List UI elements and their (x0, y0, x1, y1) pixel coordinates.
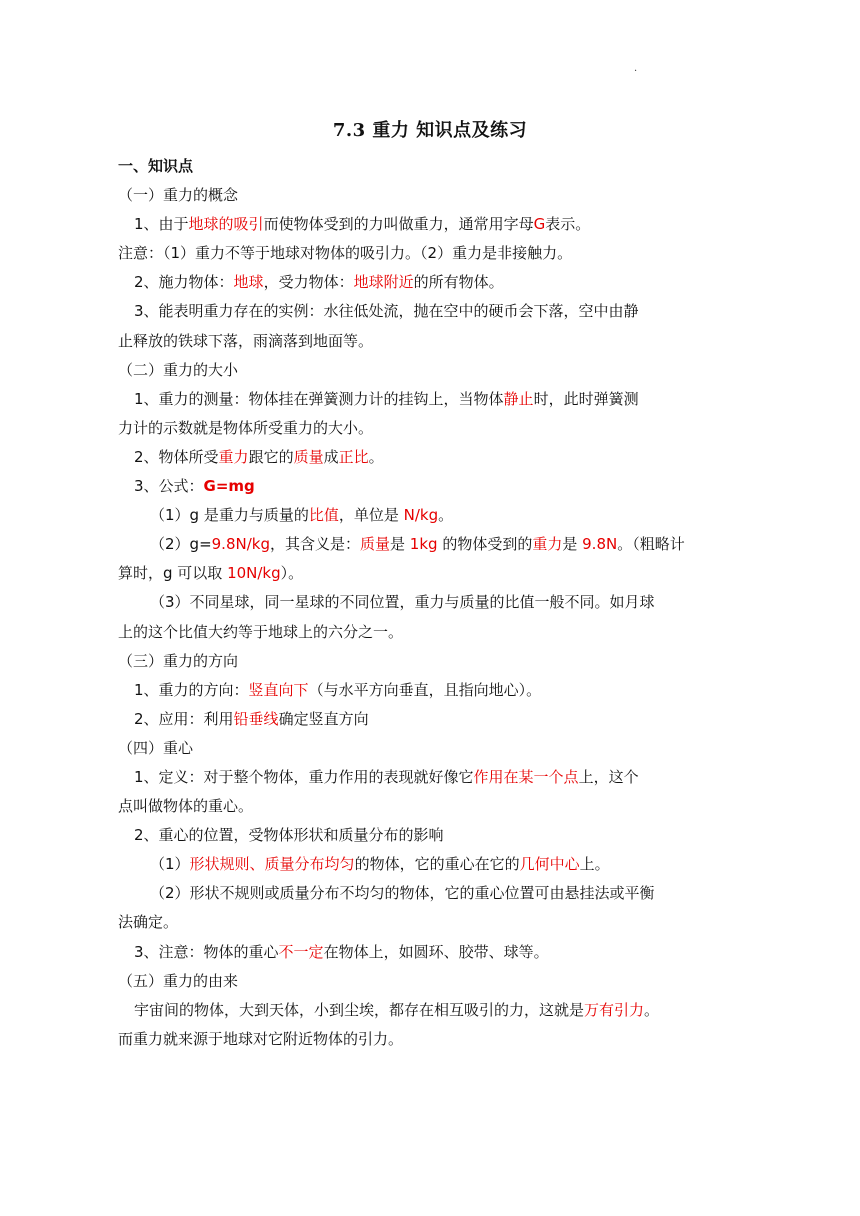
highlighted-term: 地球的吸引 (188, 215, 264, 234)
highlighted-term: 重力 (218, 447, 249, 466)
highlighted-term: 不一定 (278, 942, 324, 961)
page-title: 7.3 重力 知识点及练习 (332, 120, 528, 141)
highlighted-term: G=mg (203, 477, 255, 496)
text-segment: 的所有物体。 (413, 273, 504, 292)
highlighted-term: 几何中心 (519, 855, 580, 874)
text-segment: 止释放的铁球下落，雨滴落到地面等。 (118, 331, 374, 350)
highlighted-term: 静止 (503, 389, 534, 408)
text-segment: 在物体上，如圆环、胶带、球等。 (323, 942, 549, 961)
text-segment: 一、知识点 (118, 157, 194, 175)
text-line (118, 588, 730, 617)
text-segment: （2）g= (150, 535, 212, 554)
text-segment: 上。 (579, 855, 610, 874)
text-line (118, 327, 730, 356)
text-segment: 2、重心的位置，受物体形状和质量分布的影响 (134, 826, 444, 845)
text-line (118, 356, 730, 385)
text-line (118, 996, 730, 1025)
text-segment: 时，此时弹簧测 (533, 389, 639, 408)
text-line (118, 443, 730, 472)
text-line (118, 821, 730, 850)
text-segment: （三）重力的方向 (118, 651, 239, 670)
text-segment: 是 (562, 535, 583, 554)
text-segment: 跟它的 (248, 447, 294, 466)
text-segment: 宇宙间的物体，大到天体，小到尘埃，都存在相互吸引的力，这就是 (134, 1000, 585, 1019)
text-segment: 1、重力的方向： (134, 680, 249, 699)
highlighted-term: 1kg (409, 535, 438, 554)
text-segment: （3）不同星球，同一星球的不同位置，重力与质量的比值一般不同。如月球 (150, 593, 655, 612)
text-line (118, 792, 730, 821)
text-segment: 确定竖直方向 (278, 709, 369, 728)
text-segment: （五）重力的由来 (118, 971, 239, 990)
text-segment: （2）形状不规则或质量分布不均匀的物体，它的重心位置可由悬挂法或平衡 (150, 884, 655, 903)
text-segment: 2、物体所受 (134, 447, 219, 466)
section-heading (118, 152, 730, 181)
text-segment: 1、由于 (134, 215, 189, 234)
text-line (118, 268, 730, 297)
text-segment: 3、注意：物体的重心 (134, 942, 279, 961)
text-segment: 力计的示数就是物体所受重力的大小。 (118, 418, 374, 437)
text-line (118, 210, 730, 239)
text-segment: （一）重力的概念 (118, 186, 239, 205)
text-segment: （四）重心 (118, 738, 194, 757)
text-line (118, 414, 730, 443)
text-segment: 2、应用：利用 (134, 709, 234, 728)
text-line (118, 530, 730, 559)
text-segment: 表示。 (545, 215, 591, 234)
text-line (118, 938, 730, 967)
highlighted-term: 质量 (360, 535, 391, 554)
text-line (118, 734, 730, 763)
text-segment: 的物体，它的重心在它的 (354, 855, 520, 874)
text-segment: 3、公式： (134, 477, 204, 496)
highlighted-term: G (533, 215, 546, 234)
text-segment: 1、定义：对于整个物体，重力作用的表现就好像它 (134, 767, 474, 786)
text-line (118, 501, 730, 530)
highlighted-term: 铅垂线 (233, 709, 279, 728)
text-line (118, 385, 730, 414)
text-segment: 。 (368, 447, 384, 466)
text-segment: 的物体受到的 (437, 535, 533, 554)
text-segment: 成 (323, 447, 339, 466)
highlighted-term: 地球 (233, 273, 264, 292)
text-line (118, 618, 730, 647)
text-segment: 。 (644, 1000, 660, 1019)
text-segment: 2、施力物体： (134, 273, 234, 292)
highlighted-term: 形状规则、质量分布均匀 (189, 855, 355, 874)
text-line (118, 908, 730, 937)
text-segment: ）。 (280, 564, 304, 583)
text-line (118, 763, 730, 792)
text-line (118, 676, 730, 705)
highlighted-term: 比值 (308, 506, 339, 525)
text-line (118, 559, 730, 588)
text-line (118, 239, 730, 268)
highlighted-term: 竖直向下 (248, 680, 309, 699)
text-segment: （与水平方向垂直，且指向地心）。 (308, 680, 542, 699)
text-segment: 而使物体受到的力叫做重力，通常用字母 (263, 215, 534, 234)
text-segment: 上，这个 (578, 767, 639, 786)
text-line (118, 181, 730, 210)
text-line (118, 705, 730, 734)
highlighted-term: 9.8N/kg (211, 535, 270, 554)
text-line (118, 850, 730, 879)
text-segment: 是 (390, 535, 410, 554)
text-segment: 3、能表明重力存在的实例：水往低处流，抛在空中的硬币会下落，空中由静 (134, 302, 639, 321)
highlighted-term: 万有引力 (584, 1000, 645, 1019)
text-line (118, 297, 730, 326)
highlighted-term: 正比 (338, 447, 369, 466)
highlighted-term: 作用在某一个点 (473, 767, 579, 786)
text-segment: 。 (438, 506, 454, 525)
text-line (118, 647, 730, 676)
text-segment: ，其含义是： (269, 535, 360, 554)
text-line (118, 472, 730, 501)
highlighted-term: 质量 (293, 447, 324, 466)
text-segment: （1）g 是重力与质量的 (150, 506, 309, 525)
text-line (118, 967, 730, 996)
text-segment: 点叫做物体的重心。 (118, 797, 254, 816)
highlighted-term: 9.8N (582, 535, 618, 554)
text-segment: （二）重力的大小 (118, 360, 239, 379)
text-segment: 法确定。 (118, 913, 179, 932)
text-segment: （1） (150, 855, 190, 874)
highlighted-term: 重力 (532, 535, 563, 554)
text-segment: 上的这个比值大约等于地球上的六分之一。 (118, 622, 404, 641)
text-segment: 注意：（1）重力不等于地球对物体的吸引力。（2）重力是非接触力。 (118, 244, 573, 263)
text-segment: 算时，g 可以取 (118, 564, 228, 583)
corner-mark: · (634, 66, 638, 77)
text-segment: 。（粗略计 (617, 535, 685, 554)
highlighted-term: 地球附近 (353, 273, 414, 292)
text-segment: ，单位是 (338, 506, 404, 525)
text-segment: 而重力就来源于地球对它附近物体的引力。 (118, 1029, 404, 1048)
highlighted-term: N/kg (403, 506, 439, 525)
text-line (118, 879, 730, 908)
highlighted-term: 10N/kg (227, 564, 281, 583)
text-segment: ，受力物体： (263, 273, 354, 292)
text-segment: 1、重力的测量：物体挂在弹簧测力计的挂钩上，当物体 (134, 389, 504, 408)
document-body (118, 152, 730, 1054)
text-line (118, 1025, 730, 1054)
